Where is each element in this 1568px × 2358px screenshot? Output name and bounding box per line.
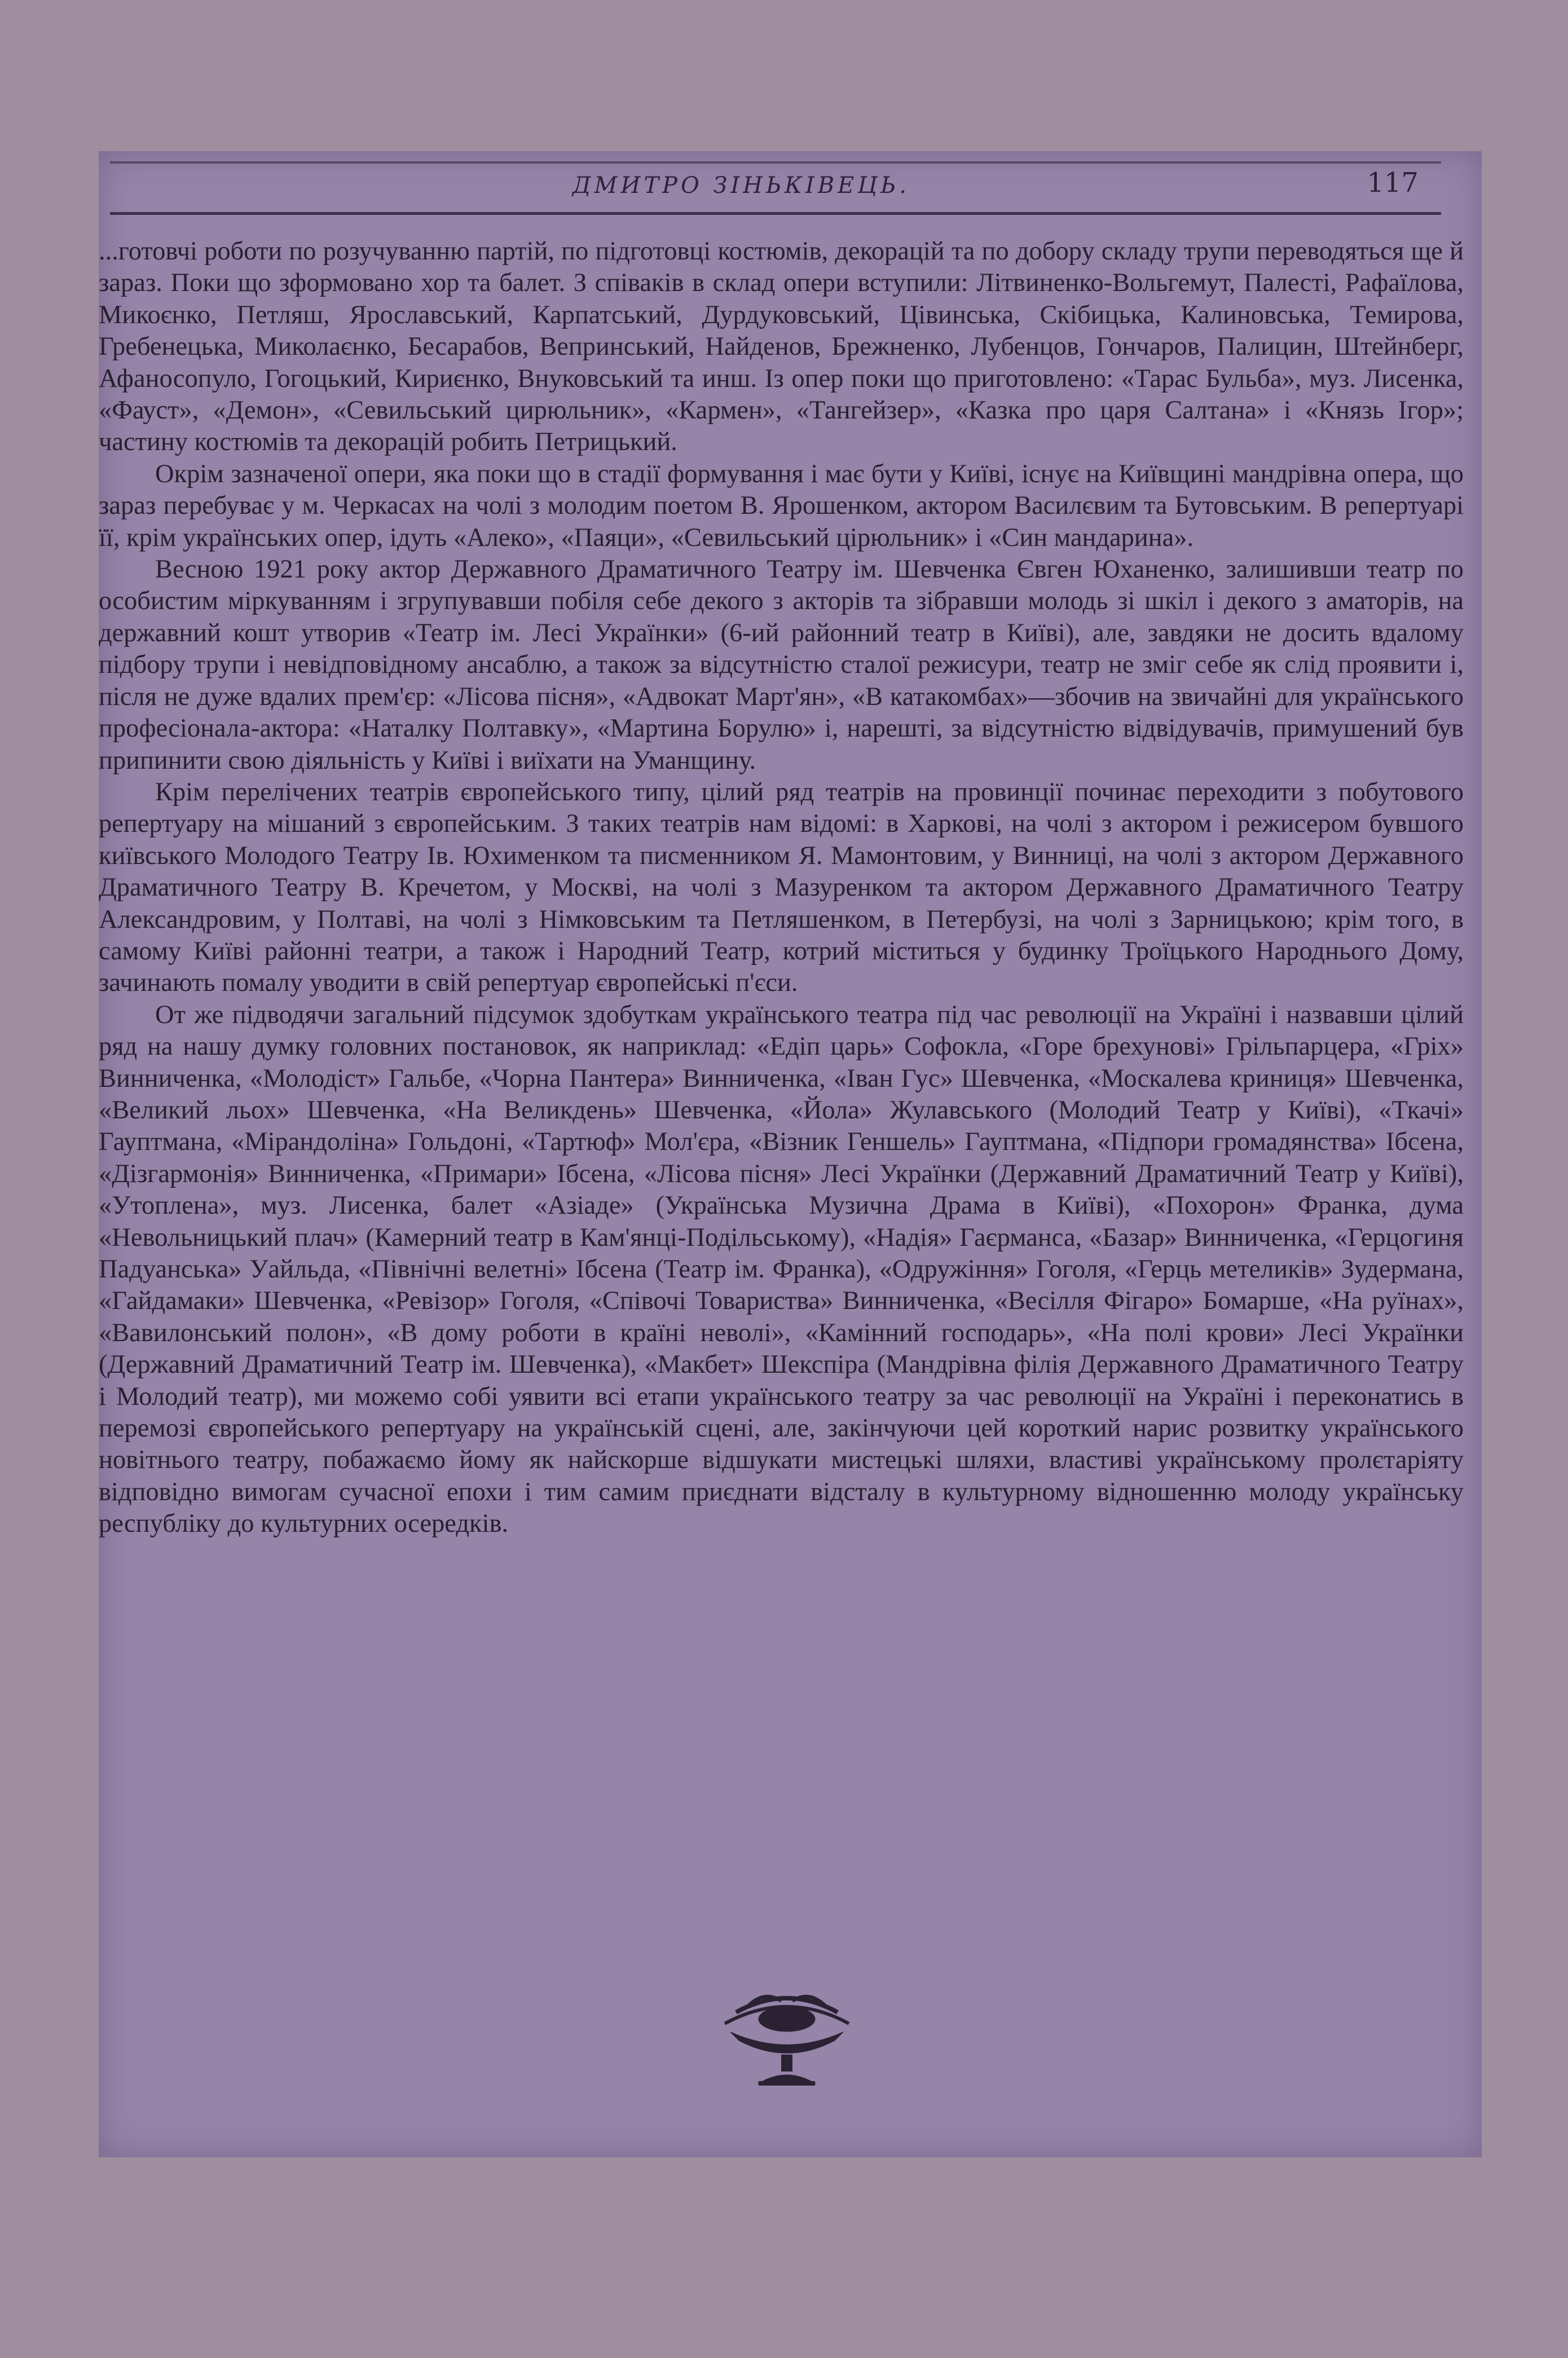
paragraph-1: ...готовчі роботи по розучуванню партій, по підготовці костюмів, декорацій та по добору складу трупи переводяться ще й зараз. Поки що зформовано хор та балет. З співаків в склад опери вступили: Літвиненко-Вольгемут, Палесті, Рафаїлова, Микоєнко, Петляш, Ярославський, Карпатський, Дурдуковський, Цівинська, Скібицька, Калиновська, Темирова, Гребенецька, Миколаєнко, Бесарабов, Вепринський, Найденов, Брежненко, Лубенцов, Гончаров, Палицин, Штейнберг, Афаносопуло, Гогоцький, Кириєнко, Внуковський та инш. Із опер поки що приготовлено: «Тарас Бульба», муз. Лисенка, «Фауст», «Демон», «Севильський цирюльник», «Кармен», «Тангейзер», «Казка про царя Салтана» і «Князь Ігор»; частину костюмів та декорацій робить Петрицький. <box>99 237 1464 457</box>
paragraph-3: Весною 1921 року актор Державного Драматичного Театру ім. Шевченка Євген Юханенко, залишивши театр по особистим міркуванням і згрупувавши побіля себе декого з акторів та зібравши молодь зі шкіл і декого з аматорів, на державний кошт утворив «Театр ім. Лесі Українки» (6-ий районний театр в Київі), але, завдяки не досить вдалому підбору трупи і невідповідному ансаблю, а також за відсутністю сталої режисури, театр не зміг себе як слід проявити і, після не дуже вдалих прем'єр: «Лісова пісня», «Адвокат Март'ян», «В катакомбах»—збочив на звичайні для українського професіонала-актора: «Наталку Полтавку», «Мартина Борулю» і, нарешті, за відсутністю відвідувачів, примушений був припинити свою діяльність у Київі і виїхати на Уманщину. <box>99 555 1464 775</box>
fruit-bowl-ornament-icon <box>713 1978 860 2091</box>
page-number: 117 <box>1367 167 1419 199</box>
paragraph-4: Крім перелічених театрів європейського типу, цілий ряд театрів на провинції починає переходити з побутового репертуару на мішаний з європейським. З таких театрів нам відомі: в Харкові, на чолі з актором і режисером бувшого київського Молодого Театру Ів. Юхименком та писменником Я. Мамонтовим, у Винниці, на чолі з актором Державного Драматичного Театру В. Кречетом, у Москві, на чолі з Мазуренком та актором Державного Драматичного Театру Александровим, у Полтаві, на чолі з Німковським та Петляшенком, в Петербузі, на чолі з Зарницькою; крім того, в самому Київі районні театри, а також і Народний Театр, котрий міститься у будинку Троїцького Народнього Дому, зачинають помалу уводити в свій репертуар європейські п'єси. <box>99 777 1464 998</box>
running-head: ДМИТРО ЗІНЬКІВЕЦЬ. <box>572 173 910 199</box>
paragraph-5: От же підводячи загальний підсумок здобуткам українського театра під час революції на Україні і назвавши цілий ряд на нашу думку головних постановок, як наприклад: «Едіп царь» Софокла, «Горе брехунові» Грільпарцера, «Гріх» Винниченка, «Молодіст» Гальбе, «Чорна Пантера» Винниченка, «Іван Гус» Шевченка, «Москалева криниця» Шевченка, «Великий льох» Шевченка, «На Великдень» Шевченка, «Йола» Жулавського (Молодий Театр у Київі), «Ткачі» Гауптмана, «Мірандоліна» Гольдоні, «Тартюф» Мол'єра, «Візник Геншель» Гауптмана, «Підпори громадянства» Ібсена, «Дізгармонія» Винниченка, «Примари» Ібсена, «Лісова пісня» Лесі Українки (Державний Драматичний Театр у Київі), «Утоплена», муз. Лисенка, балет «Азіаде» (Українська Музична Драма в Київі), «Похорон» Франка, дума «Невольницький плач» (Камерний театр в Кам'янці-Подільському), «Надія» Гаєрманса, «Базар» Винниченка, «Герцогиня Падуанська» Уайльда, «Північні велетні» Ібсена (Театр ім. Франка), «Одружіння» Гоголя, «Герць метеликів» Зудермана, «Гайдамаки» Шевченка, «Ревізор» Гоголя, «Співочі Товариства» Винниченка, «Весілля Фігаро» Бомарше, «На руїнах», «Вавилонський полон», «В дому роботи в країні неволі», «Камінний господарь», «На полі крови» Лесі Українки (Державний Драматичний Театр ім. Шевченка), «Макбет» Шекспіра (Мандрівна філія Державного Драматичного Театру і Молодий театр), ми можемо собі уявити всі етапи українського театру за час революції на Україні і переконатись в перемозі європейського репертуару на українській сцені, але, закінчуючи цей короткий нарис розвитку українського новітнього театру, побажаємо йому як найскорше відшукати мистецькі шляхи, властиві українському пролєтаріяту відповідно вимогам сучасної епохи і тим самим приєднати відсталу в культурному відношенню молоду українську республіку до культурних осередків. <box>99 1000 1464 1539</box>
book-page <box>99 151 1482 2157</box>
page-header <box>110 161 1441 215</box>
paragraph-2: Окрім зазначеної опери, яка поки що в стадії формування і має бути у Київі, існує на Київщині мандрівна опера, що зараз перебуває у м. Черкасах на чолі з молодим поетом В. Ярошенком, актором Василєвим та Бутовським. В репертуарі її, крім українських опер, ідуть «Алеко», «Паяци», «Севильський цірюльник» і «Син мандарина». <box>99 459 1464 552</box>
body-text <box>99 236 1464 1540</box>
header-rule <box>110 161 1441 164</box>
